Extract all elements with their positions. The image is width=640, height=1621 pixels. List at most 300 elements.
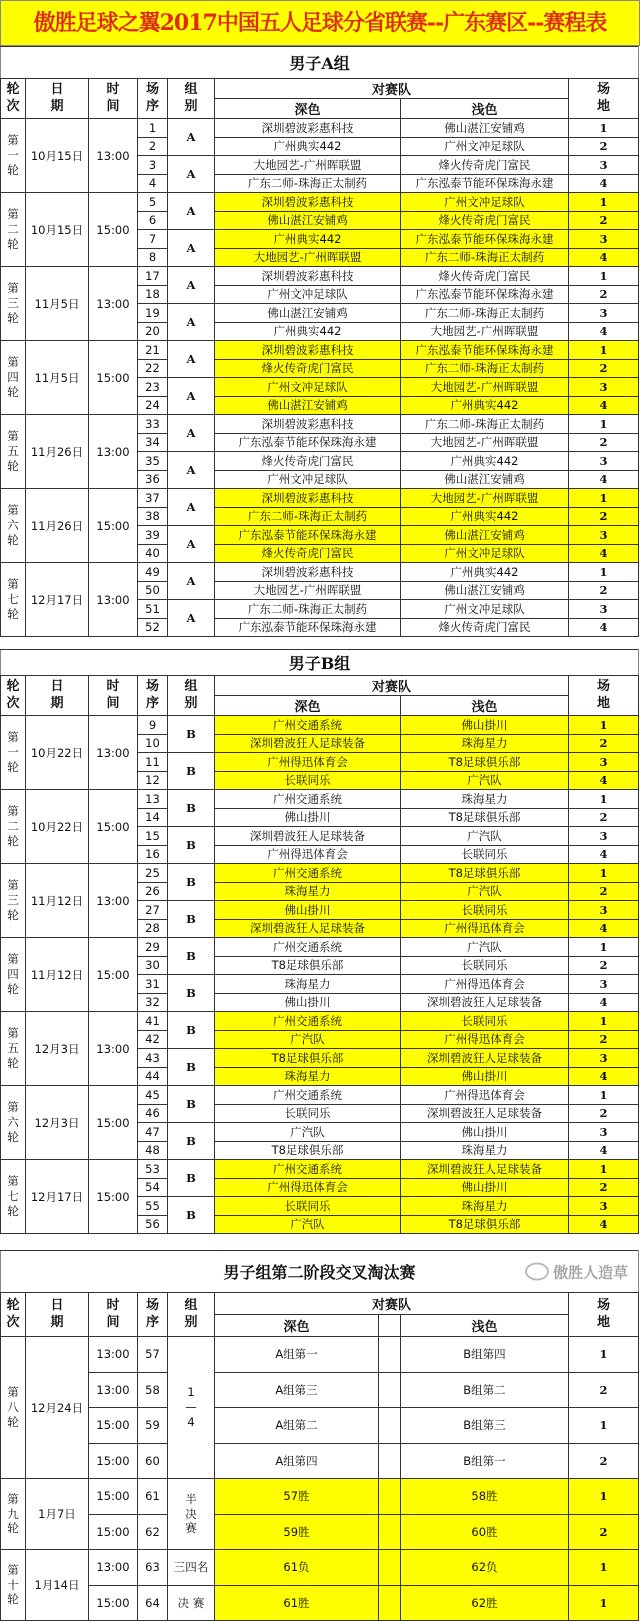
date-cell-text: 10月22日 [30,745,84,760]
match-no-cell [138,396,168,415]
group-cell-text: A [186,389,196,403]
dark-team-cell [215,433,401,452]
match-no-cell [138,1067,168,1086]
group-cell [168,489,215,526]
venue-cell-text: 1 [599,416,608,431]
venue-cell [569,1337,639,1373]
round-cell-text: 第七轮 [7,577,19,621]
dark-team-cell-text: 广东泓泰节能环保珠海永建 [238,620,377,635]
light-team-cell-text: 广东二师-珠海正太制药 [424,361,545,376]
dark-team-cell [215,285,401,304]
round-cell-text: 第一轮 [7,730,19,774]
match-row [1,341,639,360]
venue-cell [569,1178,639,1197]
match-no-cell [138,267,168,286]
venue-cell-text: 4 [599,921,608,936]
light-team-cell-text: 佛山湛江安铺鸡 [444,120,525,135]
dark-team-cell-text: 广州交通系统 [273,865,342,880]
light-team-cell-text: 佛山掛川 [461,717,508,732]
light-team-cell-text: 烽火传奇虎门富民 [438,620,531,635]
match-no-cell-text: 3 [148,157,157,172]
header-date [26,79,89,119]
dark-team-cell [215,378,401,397]
match-no-cell [138,1215,168,1234]
header-group-text: 组别 [184,1297,198,1330]
group-cell-text: B [186,1060,196,1074]
match-no-cell-text: 19 [145,305,160,320]
dark-team-cell-text: 深圳碧波彩惠科技 [261,416,354,431]
time-cell [89,1160,138,1234]
light-team-cell [401,433,569,452]
time-cell-text: 15:00 [96,1489,130,1504]
group-cell [168,230,215,267]
wechat-icon [525,1263,549,1281]
date-cell-text: 10月15日 [30,222,84,237]
light-team-cell [401,845,569,864]
light-team-cell-text: 广东二师-珠海正太制药 [424,305,545,320]
match-row [1,1479,639,1515]
dark-team-cell [215,1123,401,1142]
dark-team-cell [215,1443,379,1479]
round-cell-text: 第五轮 [7,1026,19,1070]
light-team-cell-text: 广州典实442 [450,509,519,524]
light-team-cell-text: 烽火传奇虎门富民 [438,268,531,283]
match-no-cell [138,359,168,378]
match-no-cell [138,415,168,434]
match-no-cell-text: 22 [145,361,160,376]
match-no-cell [138,304,168,323]
dark-team-cell-text: 佛山掛川 [284,995,331,1010]
dark-team-cell-text: 深圳碧波彩惠科技 [261,194,354,209]
round-cell-text: 第三轮 [7,878,19,922]
dark-team-cell-text: A组第三 [275,1382,318,1397]
match-no-cell-text: 39 [145,527,160,542]
match-row [1,1443,639,1479]
match-row [1,1012,639,1031]
dark-team-cell [215,1215,401,1234]
match-no-cell-text: 41 [145,1013,160,1028]
match-no-cell-text: 58 [145,1382,160,1397]
dark-team-cell [215,211,401,230]
match-no-cell-text: 24 [145,398,160,413]
header-group [168,79,215,119]
dark-team-cell-text: 广州交通系统 [273,939,342,954]
round-cell [1,1479,26,1550]
time-cell-text: 13:00 [96,1347,130,1362]
match-row [1,716,639,735]
light-team-cell [401,771,569,790]
group-cell [168,193,215,230]
round-cell-text: 第四轮 [7,355,19,399]
group-cell-text: B [186,1171,196,1185]
venue-cell-text: 1 [599,1013,608,1028]
time-cell-text: 13:00 [96,592,130,607]
time-cell [89,563,138,637]
time-cell [89,489,138,563]
dark-team-cell [215,771,401,790]
light-team-cell-text: 广汽队 [467,828,502,843]
light-team-cell [401,1197,569,1216]
venue-cell [569,901,639,920]
venue-cell [569,193,639,212]
header-teams [215,676,569,696]
match-no-cell-text: 55 [145,1198,160,1213]
match-no-cell-text: 25 [145,865,160,880]
group-cell-text: B [186,1023,196,1037]
group-cell-text: B [186,727,196,741]
match-no-cell [138,827,168,846]
group-cell [168,526,215,563]
group-cell-text: A [186,574,196,588]
venue-cell-text: 3 [599,902,608,917]
header-match-no [138,1293,168,1337]
header-time-text: 时间 [106,81,120,114]
match-row [1,267,639,286]
date-cell-text: 1月7日 [38,1507,76,1521]
light-team-cell [401,1337,569,1373]
dark-team-cell-text: 佛山湛江安铺鸡 [267,213,348,228]
match-no-cell-text: 17 [145,268,160,283]
dark-team-cell-text: 佛山掛川 [284,810,331,825]
dark-team-cell [215,1049,401,1068]
venue-cell [569,304,639,323]
watermark-text: 傲胜人造草 [553,1263,629,1281]
venue-cell [569,1215,639,1234]
gap-cell [379,1337,401,1373]
group-cell [168,827,215,864]
time-cell-text: 15:00 [96,1115,130,1130]
venue-cell [569,1123,639,1142]
venue-cell [569,1141,639,1160]
group-cell-text: A [186,130,196,144]
dark-team-cell-text: 59胜 [283,1524,310,1539]
match-no-cell [138,1030,168,1049]
match-no-cell-text: 7 [148,231,157,246]
group-cell-text: A [186,352,196,366]
venue-cell [569,156,639,175]
light-team-cell-text: T8足球俱乐部 [448,865,521,880]
date-cell [26,790,89,864]
match-no-cell [138,1086,168,1105]
match-no-cell [138,1372,168,1408]
section-title [1,1251,639,1293]
section-title [1,650,639,676]
match-no-cell-text: 26 [145,884,160,899]
match-no-cell [138,341,168,360]
venue-cell [569,753,639,772]
light-team-cell-text: 深圳碧波狂人足球装备 [427,1050,542,1065]
dark-team-cell [215,864,401,883]
time-cell [89,790,138,864]
light-team-cell [401,341,569,360]
dark-team-cell-text: 广州文冲足球队 [267,287,348,302]
venue-cell-text: 1 [599,1595,608,1610]
watermark [525,1261,628,1282]
dark-team-cell-text: 烽火传奇虎门富民 [261,546,354,561]
group-cell-text: A [186,315,196,329]
match-no-cell [138,808,168,827]
dark-team-cell-text: 广汽队 [290,1124,325,1139]
round-cell-text: 第六轮 [7,1100,19,1144]
dark-team-cell [215,1160,401,1179]
group-cell [168,563,215,600]
venue-cell [569,993,639,1012]
time-cell [89,1086,138,1160]
venue-cell-text: 3 [599,1050,608,1065]
light-team-cell [401,563,569,582]
group-cell-text: B [186,838,196,852]
time-cell-text: 15:00 [96,1418,130,1433]
time-cell [89,1479,138,1515]
venue-cell-text: 1 [599,194,608,209]
time-cell [89,1012,138,1086]
venue-cell [569,618,639,637]
venue-cell [569,174,639,193]
group-cell [168,1585,215,1621]
time-cell-text: 13:00 [96,745,130,760]
light-team-cell [401,1479,569,1515]
light-team-cell [401,396,569,415]
light-team-cell [401,1141,569,1160]
section-title-text: 男子组第二阶段交叉淘汰赛 [223,1263,416,1282]
time-cell [89,415,138,489]
group-cell [168,975,215,1012]
light-team-cell-text: 烽火传奇虎门富民 [438,213,531,228]
light-team-cell-text: 佛山湛江安铺鸡 [444,472,525,487]
dark-team-cell-text: 广州文冲足球队 [267,379,348,394]
dark-team-cell-text: 61胜 [283,1595,310,1610]
round-cell-text: 第一轮 [7,133,19,177]
dark-team-cell [215,322,401,341]
dark-team-cell [215,1178,401,1197]
venue-cell-text: 4 [599,847,608,862]
match-no-cell-text: 60 [145,1453,160,1468]
light-team-cell-text: 佛山掛川 [461,1124,508,1139]
dark-team-cell-text: 大地园艺-广州晖联盟 [253,250,362,265]
venue-cell [569,581,639,600]
section-title-text: 男子B组 [288,654,351,673]
venue-cell-text: 4 [599,1143,608,1158]
dark-team-cell [215,526,401,545]
match-row [1,193,639,212]
dark-team-cell [215,544,401,563]
match-no-cell [138,1479,168,1515]
header-teams [215,79,569,99]
light-team-cell [401,734,569,753]
light-team-cell-text: 长联同乐 [461,902,508,917]
dark-team-cell-text: 广州交通系统 [273,1087,342,1102]
light-team-cell-text: 长联同乐 [461,958,508,973]
match-no-cell-text: 52 [145,620,160,635]
time-cell-text: 15:00 [96,1189,130,1204]
light-team-cell-text: 广州典实442 [450,564,519,579]
light-team-cell [401,1585,569,1621]
group-cell [168,119,215,156]
header-teams [215,1293,569,1315]
match-no-cell-text: 29 [145,939,160,954]
dark-team-cell-text: 长联同乐 [284,1106,331,1121]
light-team-cell-text: 广州得迅体育会 [444,1032,525,1047]
time-cell-text: 13:00 [96,1382,130,1397]
match-no-cell-text: 64 [145,1595,160,1610]
group-cell [168,1086,215,1123]
round-cell [1,1086,26,1160]
header-light [401,1315,569,1337]
date-cell [26,1337,89,1479]
light-team-cell-text: T8足球俱乐部 [448,1217,521,1232]
light-team-cell [401,1086,569,1105]
group-cell [168,1337,215,1479]
time-cell-text: 13:00 [96,296,130,311]
dark-team-cell-text: 广东二师-珠海正太制药 [247,601,368,616]
dark-team-cell [215,137,401,156]
venue-cell [569,771,639,790]
header-dark [215,696,401,716]
venue-cell [569,415,639,434]
match-no-cell-text: 44 [145,1069,160,1084]
dark-team-cell [215,174,401,193]
round-cell [1,1337,26,1479]
schedule-table [0,46,639,637]
match-no-cell [138,433,168,452]
time-cell [89,1514,138,1550]
light-team-cell [401,156,569,175]
venue-cell [569,882,639,901]
group-cell-text: A [186,241,196,255]
group-cell [168,304,215,341]
light-team-cell-text: 62胜 [471,1595,498,1610]
match-no-cell [138,1178,168,1197]
match-no-cell [138,1337,168,1373]
match-no-cell-text: 15 [145,828,160,843]
venue-cell-text: 4 [599,472,608,487]
match-row [1,415,639,434]
match-no-cell-text: 14 [145,810,160,825]
dark-team-cell-text: T8足球俱乐部 [271,958,344,973]
group-cell [168,1160,215,1197]
date-cell-text: 11月12日 [30,893,84,908]
venue-cell-text: 2 [599,958,608,973]
match-no-cell [138,882,168,901]
venue-cell [569,1443,639,1479]
match-no-cell-text: 5 [148,194,157,209]
section-gap [0,637,640,649]
match-no-cell [138,470,168,489]
light-team-cell-text: 深圳碧波狂人足球装备 [427,1161,542,1176]
dark-team-cell-text: 广州交通系统 [273,791,342,806]
date-cell-text: 12月3日 [34,1115,80,1130]
gap-cell [379,1550,401,1586]
match-row [1,1550,639,1586]
match-row [1,864,639,883]
venue-cell-text: 1 [599,342,608,357]
match-no-cell [138,734,168,753]
header-light [401,99,569,119]
group-cell-text: A [186,278,196,292]
dark-team-cell [215,716,401,735]
header-round [1,676,26,716]
time-cell-text: 15:00 [96,1453,130,1468]
match-no-cell-text: 62 [145,1524,160,1539]
venue-cell [569,1550,639,1586]
section-title-text: 男子A组 [289,54,350,73]
light-team-cell [401,248,569,267]
time-cell [89,1443,138,1479]
match-no-cell-text: 51 [145,601,160,616]
header-date [26,1293,89,1337]
dark-team-cell [215,1550,379,1586]
header-dark-text: 深色 [294,103,321,118]
venue-cell-text: 3 [599,527,608,542]
light-team-cell [401,716,569,735]
light-team-cell-text: B组第一 [463,1453,506,1468]
venue-cell-text: 2 [599,361,608,376]
group-cell [168,1479,215,1550]
date-cell-text: 1月14日 [34,1578,80,1592]
venue-cell [569,1479,639,1515]
match-no-cell [138,1408,168,1444]
date-cell [26,864,89,938]
group-cell-text: B [186,1208,196,1222]
date-cell-text: 11月26日 [30,444,84,459]
light-team-cell-text: 广东二师-珠海正太制药 [424,416,545,431]
light-team-cell [401,1514,569,1550]
date-cell [26,341,89,415]
match-no-cell-text: 37 [145,490,160,505]
dark-team-cell-text: 广州得迅体育会 [267,754,348,769]
group-cell-text: B [186,986,196,1000]
round-cell-text: 第三轮 [7,281,19,325]
match-no-cell-text: 57 [145,1347,160,1362]
venue-cell-text: 2 [599,213,608,228]
header-match-no-text: 场序 [145,678,159,711]
group-cell-text: B [186,801,196,815]
match-no-cell-text: 40 [145,546,160,561]
time-cell-text: 13:00 [96,1560,130,1575]
dark-team-cell [215,415,401,434]
dark-team-cell-text: 广州典实442 [273,231,342,246]
dark-team-cell [215,600,401,619]
round-cell [1,938,26,1012]
time-cell-text: 13:00 [96,1041,130,1056]
round-cell [1,341,26,415]
date-cell-text: 11月12日 [30,967,84,982]
date-cell [26,119,89,193]
venue-cell [569,827,639,846]
match-row [1,1160,639,1179]
venue-cell [569,1408,639,1444]
match-no-cell-text: 11 [145,754,160,769]
dark-team-cell-text: 佛山湛江安铺鸡 [267,398,348,413]
match-no-cell-text: 59 [145,1418,160,1433]
dark-team-cell-text: 广东泓泰节能环保珠海永建 [238,527,377,542]
time-cell-text: 15:00 [96,967,130,982]
match-no-cell [138,156,168,175]
venue-cell [569,1086,639,1105]
match-no-cell-text: 9 [148,717,157,732]
round-cell-text: 第七轮 [7,1174,19,1218]
venue-cell [569,396,639,415]
group-cell-text: 半决赛 [185,1491,197,1536]
header-round [1,79,26,119]
dark-team-cell [215,563,401,582]
venue-cell-text: 2 [599,1524,608,1539]
match-no-cell-text: 33 [145,416,160,431]
match-row [1,938,639,957]
date-cell [26,716,89,790]
light-team-cell-text: 广东二师-珠海正太制药 [424,250,545,265]
match-no-cell-text: 31 [145,976,160,991]
